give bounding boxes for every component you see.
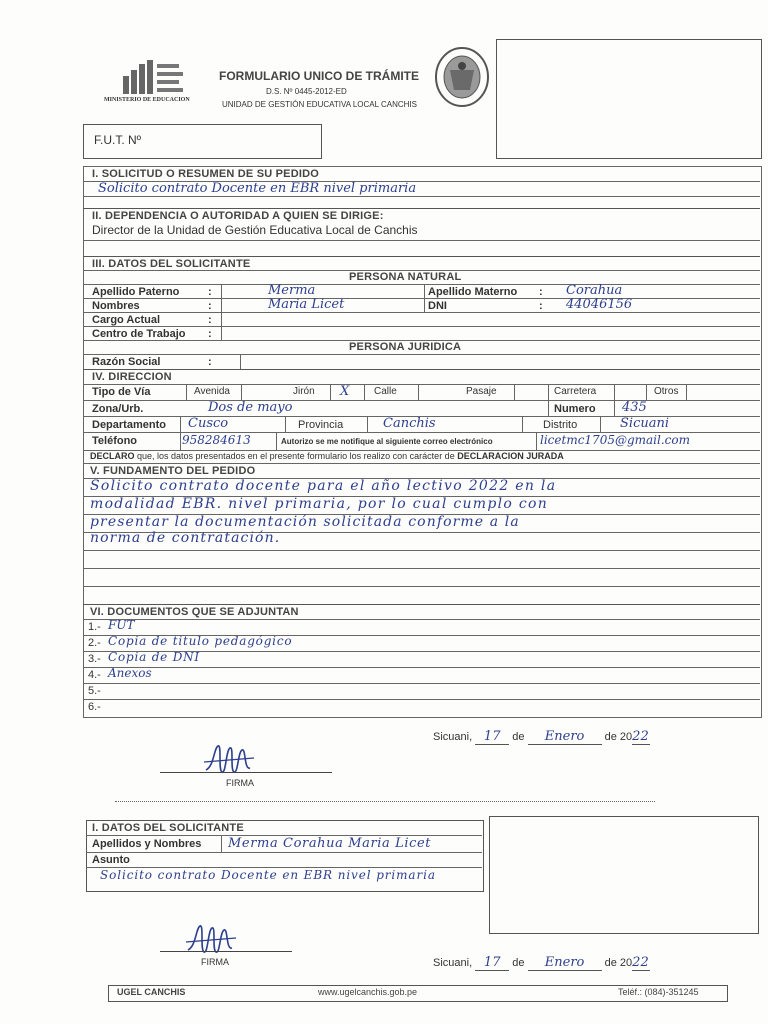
zona-urb-label: Zona/Urb.	[92, 403, 144, 415]
nombres-value[interactable]: Maria Licet	[268, 297, 345, 312]
date-year[interactable]: 22	[632, 729, 649, 744]
doc-number: 3.-	[88, 653, 101, 665]
doc-number: 6.-	[88, 701, 101, 713]
section6-heading: VI. DOCUMENTOS QUE SE ADJUNTAN	[90, 606, 299, 618]
colon: :	[539, 286, 543, 298]
date-year-prefix: de 20	[604, 731, 633, 743]
fundamento-line-1[interactable]: Solicito contrato docente para el año lectivo 2022 en la	[90, 478, 557, 494]
zona-urb-value[interactable]: Dos de mayo	[208, 400, 293, 415]
provincia-label: Provincia	[298, 419, 344, 431]
fundamento-line-2[interactable]: modalidad EBR. nivel primaria, por lo cual cumplo con	[90, 496, 549, 512]
doc-number: 5.-	[88, 685, 101, 697]
via-option-jiron: Jirón	[293, 386, 315, 397]
nombres-label: Nombres	[92, 300, 140, 312]
apellido-paterno-value[interactable]: Merma	[268, 283, 316, 298]
doc-item-3[interactable]: Copia de DNI	[108, 650, 200, 664]
date-day[interactable]: 17	[475, 955, 509, 971]
persona-natural-heading: PERSONA NATURAL	[349, 271, 462, 283]
date-de: de	[512, 957, 525, 969]
footer-phone: Teléf.: (084)-351245	[618, 987, 699, 997]
footer-website[interactable]: www.ugelcanchis.gob.pe	[318, 987, 418, 997]
email-value[interactable]: licetmc1705@gmail.com	[540, 433, 690, 447]
doc-item-2[interactable]: Copia de titulo pedagógico	[108, 634, 293, 648]
signature-1	[200, 740, 260, 780]
dni-label: DNI	[428, 300, 447, 312]
tipo-via-label: Tipo de Vía	[92, 386, 151, 398]
ministry-logo	[115, 58, 195, 98]
centro-trabajo-label: Centro de Trabajo	[92, 328, 186, 340]
apellido-materno-value[interactable]: Corahua	[566, 283, 623, 298]
dni-value[interactable]: 44046156	[566, 297, 633, 312]
cargo-actual-label: Cargo Actual	[92, 314, 161, 326]
numero-value[interactable]: 435	[622, 400, 647, 415]
colon: :	[208, 300, 212, 312]
section5-heading: V. FUNDAMENTO DEL PEDIDO	[90, 465, 256, 477]
colon: :	[208, 356, 212, 368]
colon: :	[208, 314, 212, 326]
date-city: Sicuani,	[433, 731, 473, 743]
date-line-1	[433, 729, 650, 745]
stub-names-label: Apellidos y Nombres	[92, 838, 202, 850]
stub-heading: I. DATOS DEL SOLICITANTE	[92, 822, 244, 834]
declaration-bold: DECLARO	[90, 451, 135, 461]
section1-heading: I. SOLICITUD O RESUMEN DE SU PEDIDO	[92, 168, 320, 180]
section4-heading: IV. DIRECCION	[92, 371, 172, 383]
via-option-pasaje: Pasaje	[466, 386, 497, 397]
via-option-carretera: Carretera	[554, 386, 597, 397]
stub-asunto-value[interactable]: Solicito contrato Docente en EBR nivel primaria	[100, 868, 436, 882]
via-option-otros: Otros	[654, 386, 679, 397]
telefono-value[interactable]: 958284613	[182, 433, 251, 447]
authority-text: Director de la Unidad de Gestión Educativa Local de Canchis	[92, 223, 418, 237]
sworn-declaration	[90, 451, 564, 461]
form-title: FORMULARIO UNICO DE TRÁMITE	[219, 69, 419, 83]
email-authorization-label: Autorizo se me notifique al siguiente correo electrónico	[281, 437, 493, 446]
doc-item-1[interactable]: FUT	[108, 618, 135, 632]
via-mark-jiron[interactable]: X	[340, 384, 350, 399]
fundamento-line-3[interactable]: presentar la documentación solicitada conforme a la	[90, 514, 520, 530]
request-summary[interactable]: Solicito contrato Docente en EBR nivel primaria	[98, 181, 417, 196]
via-option-calle: Calle	[374, 386, 397, 397]
date-line-2	[433, 955, 650, 971]
departamento-label: Departamento	[92, 419, 166, 431]
doc-number: 4.-	[88, 669, 101, 681]
stub-asunto-label: Asunto	[92, 854, 130, 866]
date-city: Sicuani,	[433, 957, 473, 969]
distrito-value[interactable]: Sicuani	[620, 416, 669, 431]
ministry-label: MINISTERIO DE EDUCACION	[104, 97, 190, 103]
section3-heading: III. DATOS DEL SOLICITANTE	[92, 258, 251, 270]
firma-label: FIRMA	[201, 957, 229, 967]
via-option-avenida: Avenida	[194, 386, 230, 397]
numero-label: Numero	[554, 403, 596, 415]
doc-number: 1.-	[88, 621, 101, 633]
date-year[interactable]: 22	[632, 955, 649, 970]
ugel-seal	[434, 46, 490, 108]
section2-heading: II. DEPENDENCIA O AUTORIDAD A QUIEN SE DIRIGE:	[92, 210, 384, 222]
persona-juridica-heading: PERSONA JURIDICA	[349, 341, 462, 353]
date-de: de	[512, 731, 525, 743]
departamento-value[interactable]: Cusco	[188, 416, 229, 431]
razon-social-label: Razón Social	[92, 356, 161, 368]
date-year-prefix: de 20	[604, 957, 633, 969]
declaration-text: que, los datos presentados en el presente formulario los realizo con carácter de	[137, 451, 455, 461]
firma-label: FIRMA	[226, 778, 254, 788]
fundamento-line-4[interactable]: norma de contratación.	[90, 530, 281, 546]
colon: :	[208, 328, 212, 340]
decree-number: D.S. Nº 0445-2012-ED	[266, 87, 347, 96]
date-day[interactable]: 17	[475, 729, 509, 745]
telefono-label: Teléfono	[92, 435, 138, 447]
ugel-unit-name: UNIDAD DE GESTIÓN EDUCATIVA LOCAL CANCHIS	[222, 100, 417, 109]
distrito-label: Distrito	[543, 419, 578, 431]
fut-number-label: F.U.T. Nº	[94, 133, 142, 147]
stamp-box-top	[496, 39, 762, 159]
stub-names-value[interactable]: Merma Corahua Maria Licet	[228, 836, 432, 851]
fut-number-box[interactable]	[83, 124, 322, 159]
doc-item-4[interactable]: Anexos	[108, 666, 152, 680]
footer-office: UGEL CANCHIS	[117, 987, 186, 997]
date-month[interactable]: Enero	[528, 955, 602, 971]
date-month[interactable]: Enero	[528, 729, 602, 745]
apellido-materno-label: Apellido Materno	[428, 286, 518, 298]
declaration-end: DECLARACION JURADA	[457, 451, 564, 461]
stamp-box-bottom	[489, 816, 759, 934]
signature-2	[182, 918, 242, 960]
apellido-paterno-label: Apellido Paterno	[92, 286, 180, 298]
colon: :	[539, 300, 543, 312]
provincia-value[interactable]: Canchis	[383, 416, 436, 431]
doc-number: 2.-	[88, 637, 101, 649]
colon: :	[208, 286, 212, 298]
